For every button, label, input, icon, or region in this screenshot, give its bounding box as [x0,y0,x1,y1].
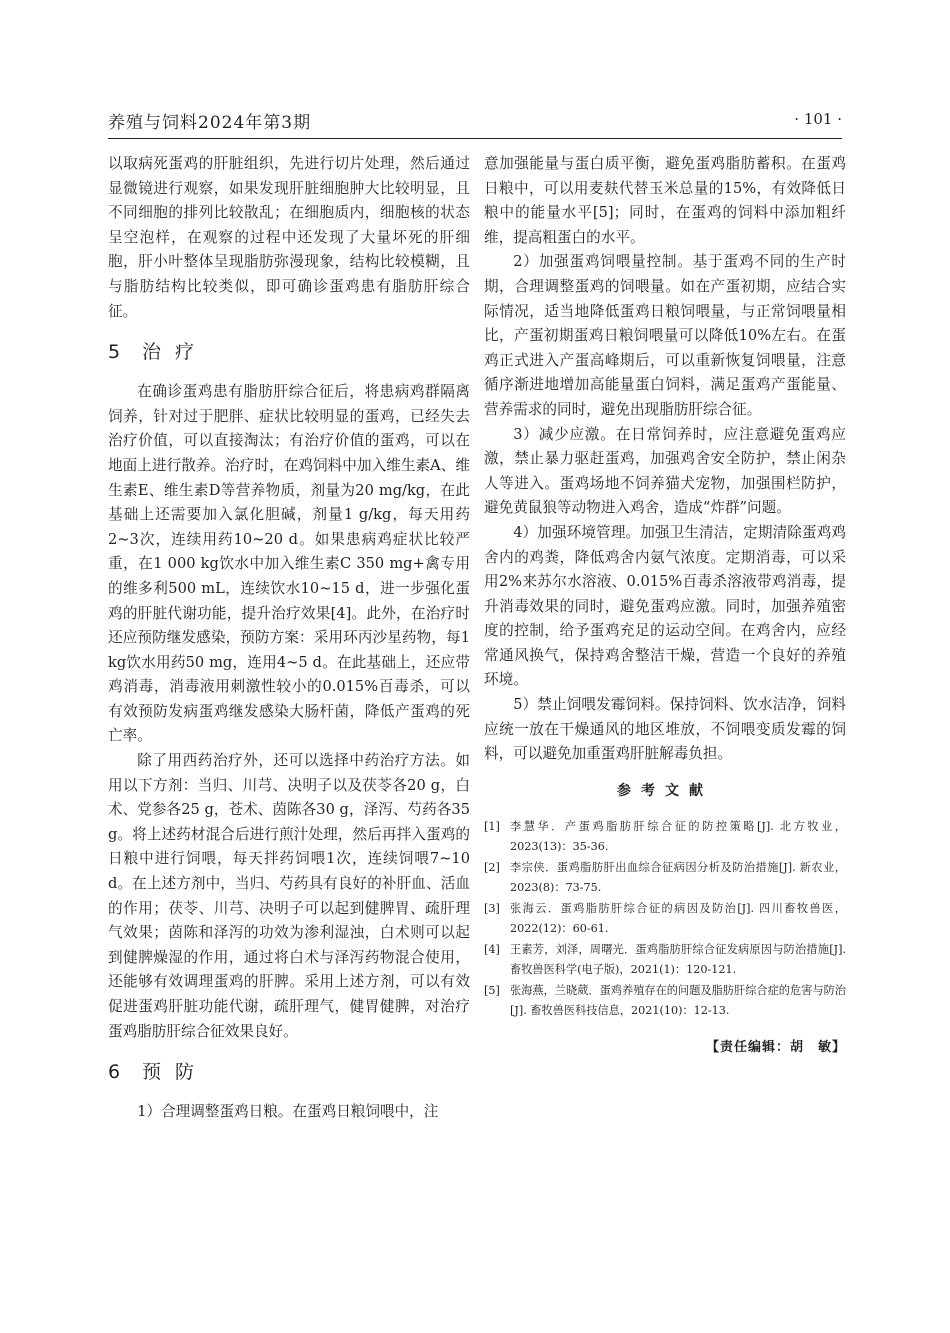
reference-text: 李慧华．产蛋鸡脂肪肝综合征的防控策略[J]. 北方牧业，2023(13)：35-36. [510,819,846,854]
reference-number: [2] [484,860,500,874]
paragraph-prevention-4: 4）加强环境管理。加强卫生清洁，定期清除蛋鸡鸡舍内的鸡粪，降低鸡舍内氨气浓度。定期消毒，可以采用2%来苏尔水溶液、0.015%百毒杀溶液带鸡消毒，提升消毒效果的同时，避免蛋鸡应激。同时，加强养殖密度的控制，给予蛋鸡充足的运动空间。在鸡舍内，应经常通风换气，保持鸡舍整洁干燥，营造一个良好的养殖环境。 [484,523,846,689]
paragraph-prevention-1-cont: 意加强能量与蛋白质平衡，避免蛋鸡脂肪蓄积。在蛋鸡日粮中，可以用麦麸代替玉米总量的15%，有效降低日粮中的能量水平[5]；同时，在蛋鸡的饲料中添加粗纤维，提高粗蛋白的水平。 [484,155,846,246]
reference-item [484,817,846,858]
right-column [484,152,846,1055]
reference-text: 张海燕，兰晓葳．蛋鸡养殖存在的问题及脂肪肝综合症的危害与防治[J]. 畜牧兽医科技信息，2021(10)：12-13. [510,983,846,1018]
section-title: 治疗 [142,341,209,364]
section-title: 预防 [142,1061,209,1084]
paragraph-prevention-3: 3）减少应激。在日常饲养时，应注意避免蛋鸡应激，禁止暴力驱赶蛋鸡，加强鸡舍安全防护，禁止闲杂人等进入。蛋鸡场地不饲养猫犬宠物，加强围栏防护，避免黄鼠狼等动物进入鸡舍，造成“炸群”问题。 [484,425,846,517]
paragraph-prevention-2: 2）加强蛋鸡饲喂量控制。基于蛋鸡不同的生产时期，合理调整蛋鸡的饲喂量。如在产蛋初期，应结合实际情况，适当地降低蛋鸡日粮饲喂量，与正常饲喂量相比，产蛋初期蛋鸡日粮饲喂量可以降低10%左右。在蛋鸡正式进入产蛋高峰期后，可以重新恢复饲喂量，注意循序渐进地增加高能量蛋白饲料，满足蛋鸡产蛋能量、营养需求的同时，避免出现脂肪肝综合征。 [484,253,846,418]
section-heading-treatment [108,324,470,380]
reference-item [484,940,846,981]
reference-text: 王素芳，刘泽，周曙光．蛋鸡脂肪肝综合征发病原因与防治措施[J]. 畜牧兽医科学(电子版)，2021(1)：120-121. [510,942,846,977]
section-number: 6 [108,1061,123,1084]
journal-title: 养殖与饲料2024年第3期 [108,113,312,133]
paragraph-western-treatment: 在确诊蛋鸡患有脂肪肝综合征后，将患病鸡群隔离饲养，针对过于肥胖、症状比较明显的蛋鸡，已经失去治疗价值，可以直接淘汰；有治疗价值的蛋鸡，可以在地面上进行散养。治疗时，在鸡饲料中加入维生素A、维生素E、维生素D等营养物质，剂量为20 mg/kg，在此基础上还需要加入氯化胆碱，剂量1 g/kg，每天用药2~3次，连续用药10~20 d。如果患病鸡症状比较严重，在1 000 kg饮水中加入维生素C 350 mg+禽专用的维多利500 mL，连续饮水10~15 d，进一步强化蛋鸡的肝脏代谢功能，提升治疗效果[4]。此外，在治疗时还应预防继发感染，预防方案：采用环丙沙星药物，每1 kg饮水用药50 mg，连用4~5 d。在此基础上，还应带鸡消毒，消毒液用刺激性较小的0.015%百毒杀，可以有效预防发病蛋鸡继发感染大肠杆菌，降低产蛋鸡的死亡率。 [108,383,470,745]
responsible-editor: 【责任编辑：胡 敏】 [705,1039,846,1055]
reference-text: 李宗侠．蛋鸡脂肪肝出血综合征病因分析及防治措施[J]. 新农业，2023(8)：73-75. [510,860,846,895]
references-heading: 参考文献 [617,782,713,799]
paragraph-prevention-5: 5）禁止饲喂发霉饲料。保持饲料、饮水洁净，饲料应统一放在干燥通风的地区堆放，不饲喂变质发霉的饲料，可以避免加重蛋鸡肝脏解毒负担。 [484,696,846,763]
reference-number: [5] [484,983,500,997]
left-column [108,152,470,1125]
reference-number: [1] [484,819,500,833]
reference-text: 张海云．蛋鸡脂肪肝综合征的病因及防治[J]. 四川畜牧兽医，2022(12)：60-61. [510,901,846,936]
section-heading-prevention [108,1044,470,1100]
page-number: · 101 · [794,110,842,128]
paragraph-prevention-1-start: 1）合理调整蛋鸡日粮。在蛋鸡日粮饲喂中，注 [137,1103,439,1121]
header-rule [108,138,842,139]
section-number: 5 [108,341,123,364]
reference-item [484,858,846,899]
reference-number: [4] [484,942,500,956]
paragraph-chinese-medicine: 除了用西药治疗外，还可以选择中药治疗方法。如用以下方剂：当归、川芎、决明子以及茯苓各20 g，白术、党参各25 g，苍术、茵陈各30 g，泽泻、芍药各35 g。将上述药材混合后进行煎汁处理，然后再拌入蛋鸡的日粮中进行饲喂，每天拌药饲喂1次，连续饲喂7~10 d。在上述方剂中，当归、芍药具有良好的补肝血、活血的作用；茯苓、川芎、决明子可以起到健脾胃、疏肝理气效果；茵陈和泽泻的功效为渗利湿浊，白术则可以起到健脾燥湿的作用，通过将白术与泽泻药物混合使用，还能够有效调理蛋鸡的肝脾。采用上述方剂，可以有效促进蛋鸡肝脏功能代谢，疏肝理气，健胃健脾，对治疗蛋鸡脂肪肝综合征效果良好。 [108,752,470,1040]
paragraph-diagnosis-end: 以取病死蛋鸡的肝脏组织，先进行切片处理，然后通过显微镜进行观察，如果发现肝脏细胞肿大比较明显，且不同细胞的排列比较散乱；在细胞质内，细胞核的状态呈空泡样，在观察的过程中还发现了大量坏死的肝细胞，肝小叶整体呈现脂肪弥漫现象，结构比较模糊，且与脂肪结构比较类似，即可确诊蛋鸡患有脂肪肝综合征。 [108,155,470,320]
reference-list [484,817,846,1022]
reference-number: [3] [484,901,500,915]
reference-item [484,899,846,940]
reference-item [484,981,846,1022]
running-header [108,108,842,138]
